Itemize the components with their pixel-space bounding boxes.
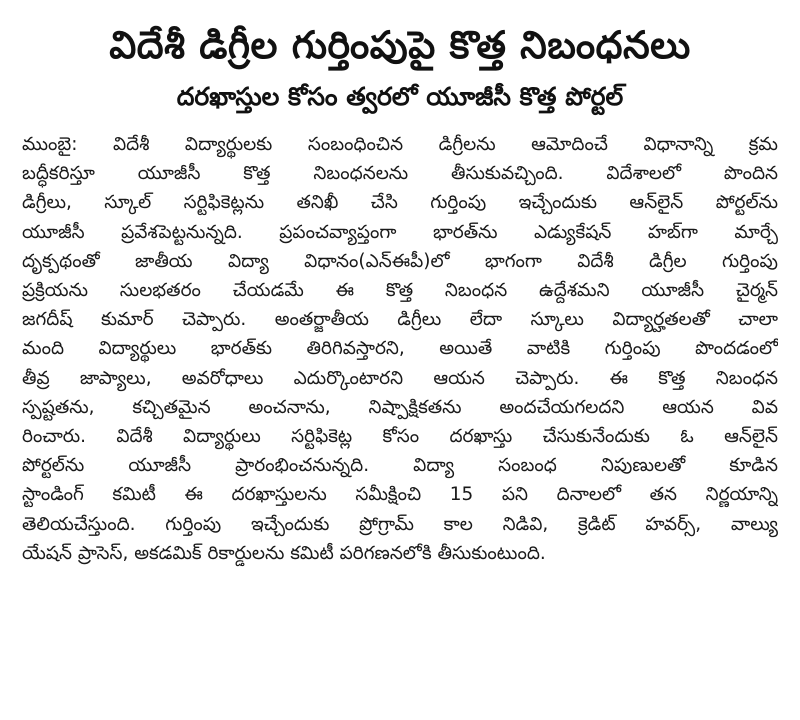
body-line: పోర్టల్‌ను యూజీసీ ప్రారంభించనున్నది. విద్యా సంబంధ నిపుణులతో కూడిన [22,455,778,477]
body-line: ప్రక్రియను సులభతరం చేయడమే ఈ కొత్త నిబంధన ఉద్దేశమని యూజీసీ చైర్మన్ [22,280,778,302]
subheadline: దరఖాస్తుల కోసం త్వరలో యూజీసీ కొత్త పోర్టల్ [176,82,624,111]
body-line: యూజీసీ ప్రవేశపెట్టనున్నది. ప్రపంచవ్యాప్తంగా భారత్‌ను ఎడ్యుకేషన్ హబ్‌గా మార్చే [22,221,778,243]
body-line: యేషన్ ప్రాసెస్, అకడమిక్ రికార్డులను కమిటీ పరిగణనలోకి తీసుకుంటుంది. [22,542,546,564]
article-body [22,130,778,568]
body-line: స్పష్టతను, కచ్చితమైన అంచనాను, నిష్పాక్షికతను అందచేయగలదని ఆయన వివ [22,396,778,418]
body-line: ముంబై: విదేశీ విద్యార్థులకు సంబంధించిన డిగ్రీలను ఆమోదించే విధానాన్ని క్రమ [22,134,778,155]
body-line: జగదీష్ కుమార్ చెప్పారు. అంతర్జాతీయ డిగ్రీలు లేదా స్కూలు విద్యార్హతలతో చాలా [22,309,778,331]
body-line: దృక్పథంతో జాతీయ విద్యా విధానం(ఎన్ఈపీ)లో భాగంగా విదేశీ డిగ్రీల గుర్తింపు [22,250,778,272]
body-line: మంది విద్యార్థులు భారత్‌కు తిరిగివస్తారని, అయితే వాటికి గుర్తింపు పొందడంలో [22,338,778,360]
body-line: స్టాండింగ్ కమిటీ ఈ దరఖాస్తులను సమీక్షించి 15 పని దినాలలో తన నిర్ణయాన్ని [22,484,778,506]
headline: విదేశీ డిగ్రీల గుర్తింపుపై కొత్త నిబంధనలు [109,23,691,67]
body-line: బద్ధీకరిస్తూ యూజీసీ కొత్త నిబంధనలను తీసుకువచ్చింది. విదేశాలలో పొందిన [22,163,778,185]
body-line: డిగ్రీలు, స్కూల్ సర్టిఫికెట్లను తనిఖీ చేసి గుర్తింపు ఇచ్చేందుకు ఆన్‌లైన్ పోర్టల్‌ను [22,192,778,214]
body-line: తెలియచేస్తుంది. గుర్తింపు ఇచ్చేందుకు ప్రోగ్రామ్ కాల నిడివి, క్రెడిట్ హవర్స్, వాల్యు [22,513,778,535]
body-line: తీవ్ర జాప్యాలు, అవరోధాలు ఎదుర్కొంటారని ఆయన చెప్పారు. ఈ కొత్త నిబంధన [22,367,778,389]
body-line: రించారు. విదేశీ విద్యార్థులు సర్టిఫికెట్ల కోసం దరఖాస్తు చేసుకునేందుకు ఓ ఆన్‌లైన్ [22,426,778,448]
